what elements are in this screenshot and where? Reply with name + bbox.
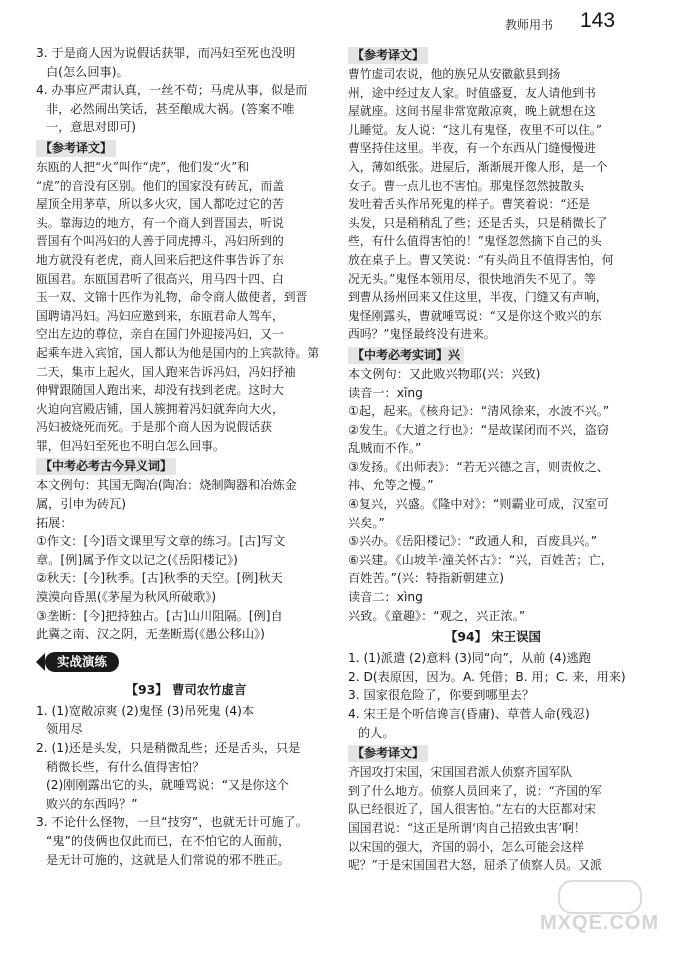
translation-line: 齐国攻打宋国，宋国国君派人侦察齐国军队: [348, 765, 573, 780]
answer-line: 白(怎么回事)。: [46, 64, 129, 79]
shici-line: 读音二：xìng: [348, 590, 423, 605]
translation-line: 西吗？”鬼怪最终没有进来。: [348, 327, 496, 342]
translation-line: 屋就座。这间书屋非常宽敞凉爽，晚上就想在这: [348, 104, 596, 119]
answer-line: “鬼”的伎俩也仅此而已，在不怕它的人面前，: [46, 833, 291, 848]
translation-text: [348, 65, 638, 344]
shici-line: 本文例句：又此败兴物耶(兴：兴致): [348, 366, 541, 381]
watermark-logo-icon: [558, 880, 642, 914]
shici-line: ⑥兴建。《山坡羊·潼关怀古》：“兴，百姓苦；亡，: [348, 552, 613, 567]
question-93-title: 【93】 曹司农竹虚言: [125, 681, 247, 697]
translation-line: 曹坚持住这里。半夜，有一个东西从门缝慢慢进: [348, 141, 596, 156]
answer-line: 稍微长些，有什么值得害怕？: [46, 759, 205, 774]
translation-line: 罪，但冯妇至死也不明白怎么回事。: [36, 438, 225, 453]
translation-line: 玉一双、文锦十匹作为礼物，命令商人做使者，到晋: [36, 290, 308, 305]
translation-line: 二天，集市上起火，国人跑来告诉冯妇，冯妇抒袖: [36, 364, 296, 379]
translation-line: 队已经很近了，国人很害怕。”左右的大臣都对宋: [348, 802, 596, 817]
answer-line: 4. 宋王是个听信谗言(昏庸)、草菅人命(残忍): [348, 707, 590, 721]
shici-line: ②发生。《大道之行也》：“是故谋闭而不兴，盗窃: [348, 422, 609, 437]
translation-line: 发吐着舌头作吊死鬼的样子。曹笑着说：“还是: [348, 197, 590, 212]
translation-line: 入，薄如纸张。进屋后，渐渐展开像人形，是一个: [348, 159, 608, 174]
arrow-left-icon: [36, 653, 45, 671]
translation-text: [36, 158, 336, 456]
translation-line: 曹竹虚司农说，他的族兄从安徽歙县到扬: [348, 67, 561, 81]
answer-line: 3. 不论什么怪物，一旦“技穷”，也就无计可施了。: [36, 815, 308, 830]
section-heading-shici: 【中考必考实词】兴: [348, 347, 464, 364]
answer-line: 是无计可施的，这就是人们常说的邪不胜正。: [46, 852, 290, 867]
vocab-line: 本文例句：其国无陶冶(陶冶：烧制陶器和冶炼金: [36, 478, 297, 493]
translation-line: 屋顶全用茅草，所以多火灾，国人都吃过它的苦: [36, 197, 284, 212]
translation-line: 些，有什么值得害怕的！”鬼怪忽然摘下自己的头: [348, 234, 602, 249]
translation-line: 鬼怪刚露头，曹就唾骂说：“又是你这个败兴的东: [348, 308, 602, 323]
shici-line: 祎、允等之慢。”: [348, 478, 434, 493]
translation-line: 地方就没有老虎，商人回来后把这件事告诉了东: [36, 252, 284, 267]
translation-line: 州，途中经过友人家。时值盛夏，友人请他到书: [348, 85, 596, 100]
translation-line: 空出左边的尊位，亲自在国门外迎接冯妇，又一: [36, 327, 284, 342]
translation-line: 国国君说：“这正是所谓‘肉自己招致虫害’啊！: [348, 820, 586, 835]
translation-line: “虎”的音没有区别。他们的国家没有砖瓦，而盖: [36, 178, 285, 193]
expand-line: ③垄断：[今]把持独占。[古]山川阻隔。[例]自: [36, 608, 283, 623]
answer-line: 2. D(表原因，因为。A. 凭借；B. 用；C. 来，用来): [348, 669, 626, 684]
watermark: [470, 880, 660, 940]
vocab-line: 属，引申为砖瓦): [36, 497, 127, 512]
translation-line: 到了什么地方。侦察人员回来了，说：“齐国的军: [348, 783, 602, 798]
shici-line: ①起，起来。《核舟记》：“清风徐来，水波不兴。”: [348, 404, 610, 419]
watermark-text: MXQE.COM: [540, 912, 660, 934]
translation-line: 火迫向宫殿店铺，国人簇拥着冯妇就奔向大火，: [36, 401, 284, 416]
page-number: 143: [580, 9, 616, 32]
expand-line: 章。[例]属予作文以记之(《岳阳楼记》): [36, 552, 238, 567]
translation-line: 起乘车进入宾馆，国人都认为他是国内的上宾款待。第: [36, 345, 320, 360]
expand-line: ②秋天：[今]秋季。[古]秋季的天空。[例]秋天: [36, 571, 283, 586]
shici-line: 兴致。《童趣》：“观之，兴正浓。”: [348, 608, 526, 623]
translation-line: 到曹从扬州回来又住这里，半夜，门缝又有声响，: [348, 290, 608, 305]
translation-line: 国聘请冯妇。冯妇应邀到来，东瓯君命人驾车，: [36, 308, 284, 323]
answer-line: 3. 国家很危险了，你要到哪里去？: [348, 688, 535, 703]
answer-line: 非，必然闹出笑话，甚至酿成大祸。(答案不唯: [46, 101, 295, 116]
translation-line: 女子。曹一点儿也不害怕。那鬼怪忽然披散头: [348, 178, 584, 193]
right-column: [348, 44, 638, 875]
practice-label: 实战演练: [45, 652, 119, 672]
answer-line: 1. (1)派遣 (2)意料 (3)同“向”，从前 (4)逃跑: [348, 651, 591, 666]
answer-line: 领用尽: [46, 722, 83, 737]
translation-line: 晋国有个叫冯妇的人善于同虎搏斗，冯妇所到的: [36, 234, 284, 249]
expand-line: 漠漠向昏黑(《茅屋为秋风所破歌》): [36, 590, 217, 605]
expand-label: 拓展：: [36, 515, 73, 530]
shici-line: 兴矣。”: [348, 515, 385, 530]
shici-line: 百姓苦。”(兴：特指新朝建立): [348, 571, 504, 586]
answer-line: 败兴的东西吗？”: [46, 796, 138, 811]
section-heading-translation: 【参考译文】: [36, 140, 116, 157]
translation-line: 儿睡觉。友人说：“这儿有鬼怪，夜里不可以住。”: [348, 122, 602, 137]
answer-line: 1. (1)宽敞凉爽 (2)鬼怪 (3)吊死鬼 (4)本: [36, 703, 255, 718]
translation-line: 头发，只是稍稍乱了些；还是舌头，只是稍微长了: [348, 215, 608, 230]
translation-line: 呢？”于是宋国国君大怒，屈杀了侦察人员。又派: [348, 858, 602, 873]
left-column: [36, 44, 336, 869]
section-heading-translation-2: 【参考译文】: [348, 745, 428, 762]
translation-line: 况无头。”鬼怪本领用尽，很快地消失不见了。等: [348, 271, 596, 286]
answer-line: 3. 于是商人因为说假话获罪，而冯妇至死也没明: [36, 46, 296, 60]
section-heading-vocab: 【中考必考古今异义词】: [36, 458, 176, 475]
translation-line: 东瓯的人把“火”叫作“虎”，他们发“火”和: [36, 159, 250, 174]
translation-line: 伸臂跟随国人跑出来，却没有找到老虎。这时大: [36, 383, 284, 398]
shici-line: ④复兴，兴盛。《隆中对》：“则霸业可成，汉室可: [348, 497, 609, 512]
answer-line: 2. (1)还是头发，只是稍微乱些；还是舌头，只是: [36, 741, 301, 755]
shici-line: 乱贼而不作。”: [348, 441, 422, 456]
expand-line: ①作文：[今]语文课里写文章的练习。[古]写文: [36, 534, 286, 549]
answer-line: 一，意思对即可): [46, 120, 137, 135]
shici-line: ⑤兴办。《岳阳楼记》：“政通人和，百废具兴。”: [348, 534, 598, 549]
answer-list-top: [36, 44, 336, 137]
translation-line: 瓯国君。东瓯国君听了很高兴，用马四十四、白: [36, 271, 284, 286]
translation-line: 以宋国的强大，齐国的弱小，怎么可能会这样: [348, 839, 584, 854]
answer-line: 4. 办事应严肃认真，一丝不苟；马虎从事，似是而: [36, 83, 308, 98]
translation-line: 头。靠海边的地方，有一个商人到晋国去，听说: [36, 215, 284, 230]
translation-line: 放在桌子上。曹又笑说：“有头尚且不值得害怕，何: [348, 252, 614, 267]
header-label: 教师用书: [505, 18, 554, 32]
question-94-title: 【94】 宋王误国: [445, 629, 541, 645]
practice-banner: [36, 652, 119, 672]
translation-line: 冯妇被烧死而死。于是那个商人因为说假话获: [36, 420, 272, 435]
answer-line: (2)刚刚露出它的头，就唾骂说：“又是你这个: [46, 778, 289, 793]
expand-line: 此冀之南、汉之阴，无垄断焉(《愚公移山》): [36, 627, 265, 642]
shici-line: ③发扬。《出师表》：“若无兴德之言，则责攸之、: [348, 459, 609, 474]
shici-line: 读音一：xīng: [348, 385, 423, 400]
section-heading-translation: 【参考译文】: [348, 47, 428, 64]
answer-line: 的人。: [358, 725, 395, 740]
